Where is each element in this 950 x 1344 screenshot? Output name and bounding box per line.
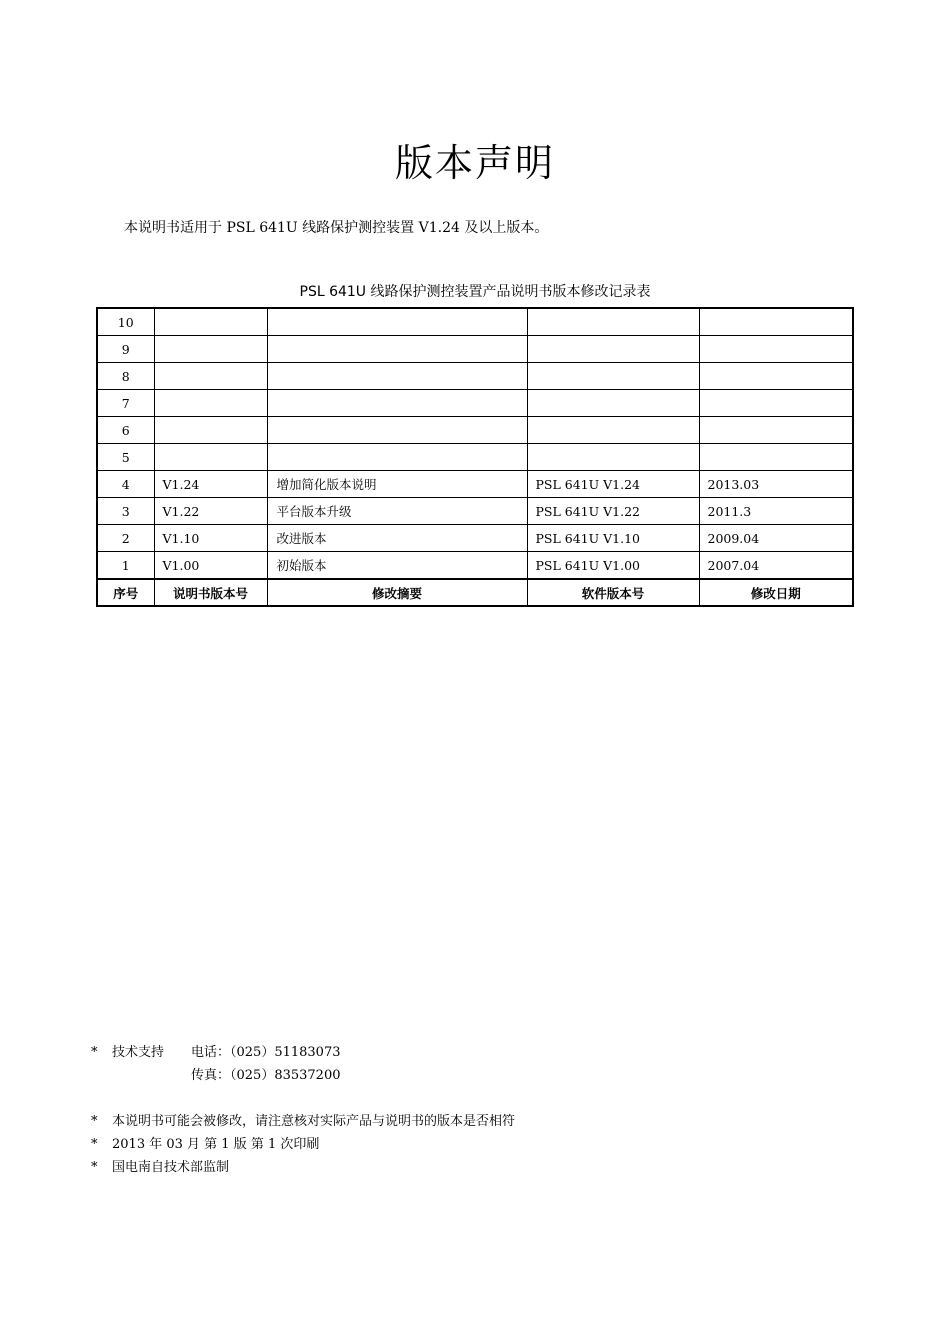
cell-no: 10 [97,308,154,336]
cell-date: 2009.04 [699,525,853,552]
support-fax: 传真：（025）83537200 [191,1068,341,1083]
cell-software-version [527,363,699,390]
cell-summary [267,390,527,417]
cell-manual-version [154,390,267,417]
support-line [91,1041,515,1064]
table-row [97,525,853,552]
cell-software-version: PSL 641U V1.10 [527,525,699,552]
revision-table [96,307,854,607]
cell-software-version [527,444,699,471]
table-row [97,444,853,471]
cell-summary [267,336,527,363]
table-row [97,336,853,363]
bullet: * [91,1137,98,1152]
note-text: 本说明书可能会被修改，请注意核对实际产品与说明书的版本是否相符 [112,1114,516,1129]
table-row [97,363,853,390]
cell-no: 8 [97,363,154,390]
cell-manual-version: V1.10 [154,525,267,552]
cell-manual-version: V1.24 [154,471,267,498]
header-no: 序号 [97,579,154,606]
cell-software-version: PSL 641U V1.24 [527,471,699,498]
table-caption: PSL 641U 线路保护测控装置产品说明书版本修改记录表 [299,284,651,300]
fax-line [91,1064,515,1087]
table-row [97,498,853,525]
note-item [91,1133,515,1156]
cell-no: 9 [97,336,154,363]
cell-date [699,390,853,417]
cell-manual-version [154,444,267,471]
cell-date: 2013.03 [699,471,853,498]
cell-no: 7 [97,390,154,417]
header-date: 修改日期 [699,579,853,606]
table-header-row [97,579,853,606]
header-summary: 修改摘要 [267,579,527,606]
cell-summary [267,308,527,336]
support-label: 技术支持 [112,1045,165,1060]
cell-no: 3 [97,498,154,525]
cell-date: 2007.04 [699,552,853,580]
cell-summary: 初始版本 [267,552,527,580]
cell-manual-version [154,308,267,336]
cell-no: 2 [97,525,154,552]
cell-summary [267,417,527,444]
table-row [97,471,853,498]
cell-summary: 增加简化版本说明 [267,471,527,498]
cell-software-version [527,390,699,417]
cell-date [699,336,853,363]
table-row [97,390,853,417]
bullet: * [91,1045,98,1060]
cell-software-version: PSL 641U V1.22 [527,498,699,525]
cell-date [699,444,853,471]
cell-no: 6 [97,417,154,444]
note-text: 2013 年 03 月 第 1 版 第 1 次印刷 [112,1137,320,1152]
header-software-version: 软件版本号 [527,579,699,606]
bullet: * [91,1160,98,1175]
table-row [97,417,853,444]
cell-date [699,417,853,444]
cell-manual-version [154,417,267,444]
bullet: * [91,1114,98,1129]
page-title: 版本声明 [394,141,555,185]
table-row [97,552,853,580]
cell-manual-version: V1.00 [154,552,267,580]
cell-manual-version [154,336,267,363]
intro-text: 本说明书适用于 PSL 641U 线路保护测控装置 V1.24 及以上版本。 [124,220,549,236]
note-item [91,1110,515,1133]
table-row [97,308,853,336]
header-manual-version: 说明书版本号 [154,579,267,606]
cell-date: 2011.3 [699,498,853,525]
cell-software-version [527,308,699,336]
cell-manual-version [154,363,267,390]
footer-notes [91,1041,515,1179]
cell-manual-version: V1.22 [154,498,267,525]
cell-no: 1 [97,552,154,580]
cell-summary: 改进版本 [267,525,527,552]
cell-software-version [527,417,699,444]
note-text: 国电南自技术部监制 [112,1160,230,1175]
cell-software-version [527,336,699,363]
cell-summary [267,363,527,390]
cell-date [699,308,853,336]
cell-no: 5 [97,444,154,471]
cell-date [699,363,853,390]
support-phone: 电话：（025）51183073 [191,1045,341,1060]
note-item [91,1156,515,1179]
cell-summary: 平台版本升级 [267,498,527,525]
cell-software-version: PSL 641U V1.00 [527,552,699,580]
cell-no: 4 [97,471,154,498]
cell-summary [267,444,527,471]
